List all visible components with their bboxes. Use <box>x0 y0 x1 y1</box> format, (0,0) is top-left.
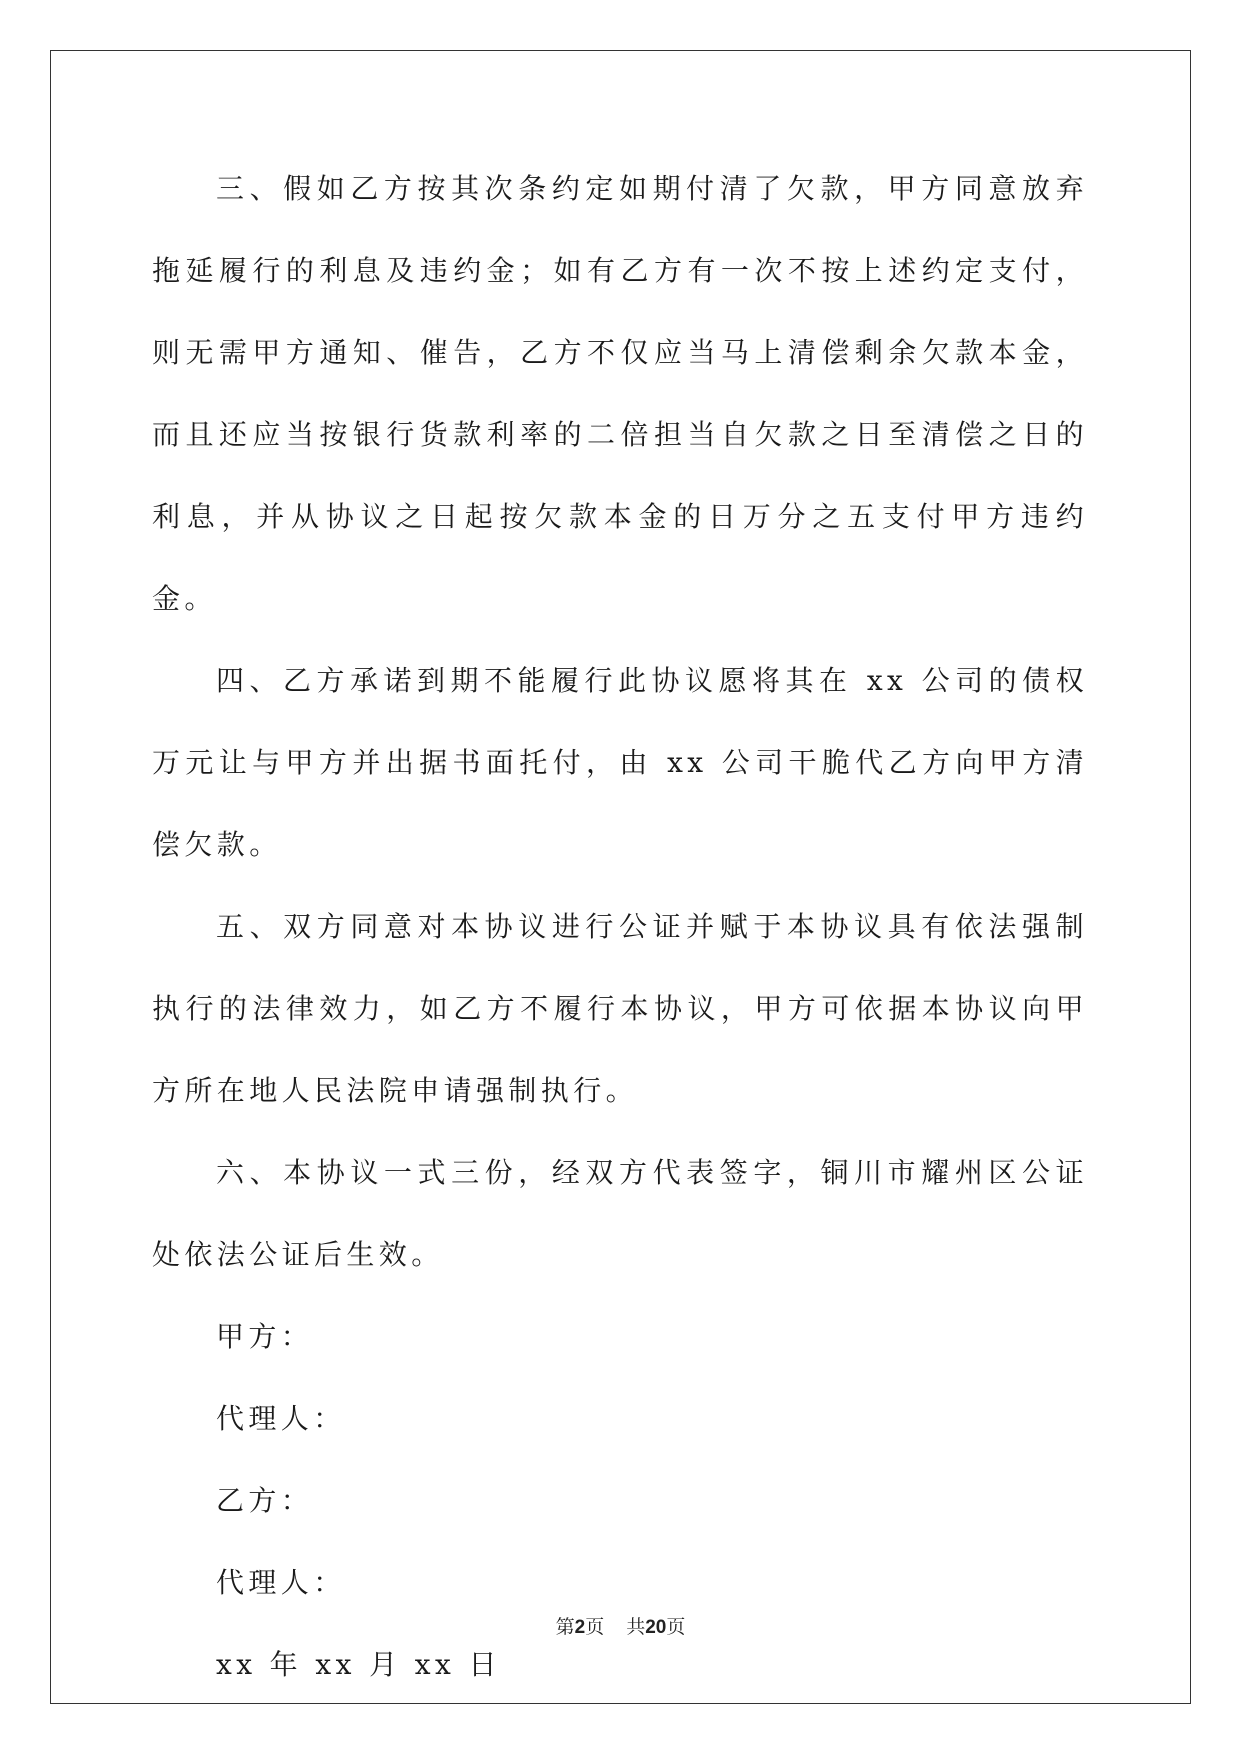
signature-agent-a: 代理人： <box>216 1402 346 1435</box>
total-suffix: 页 <box>666 1616 686 1638</box>
paragraph-clause-4: 四、乙方承诺到期不能履行此协议愿将其在 xx 公司的债权万元让与甲方并出据书面托付，由 xx 公司干脆代乙方向甲方清偿欠款。 <box>152 664 1088 861</box>
paragraph-clause-6: 六、本协议一式三份，经双方代表签字，铜川市耀州区公证处依法公证后生效。 <box>152 1156 1088 1271</box>
signature-party-a: 甲方： <box>216 1320 314 1353</box>
page-number: 2 <box>574 1617 586 1638</box>
page-prefix: 第 <box>555 1616 575 1638</box>
document-body <box>152 148 1088 1706</box>
signature-date: xx 年 xx 月 xx 日 <box>216 1648 501 1681</box>
total-pages: 20 <box>645 1617 667 1638</box>
paragraph-clause-3: 三、假如乙方按其次条约定如期付清了欠款，甲方同意放弃拖延履行的利息及违约金；如有乙方有一次不按上述约定支付，则无需甲方通知、催告，乙方不仅应当马上清偿剩余欠款本金，而且还应当按银行货款利率的二倍担当自欠款之日至清偿之日的利息，并从协议之日起按欠款本金的日万分之五支付甲方违约金。 <box>152 172 1088 615</box>
page-footer <box>0 1612 1241 1639</box>
page-suffix: 页 <box>585 1616 605 1638</box>
signature-agent-b: 代理人： <box>216 1566 346 1599</box>
signature-party-b: 乙方： <box>216 1484 314 1517</box>
total-prefix: 共 <box>626 1616 646 1638</box>
paragraph-clause-5: 五、双方同意对本协议进行公证并赋于本协议具有依法强制执行的法律效力，如乙方不履行本协议，甲方可依据本协议向甲方所在地人民法院申请强制执行。 <box>152 910 1088 1107</box>
